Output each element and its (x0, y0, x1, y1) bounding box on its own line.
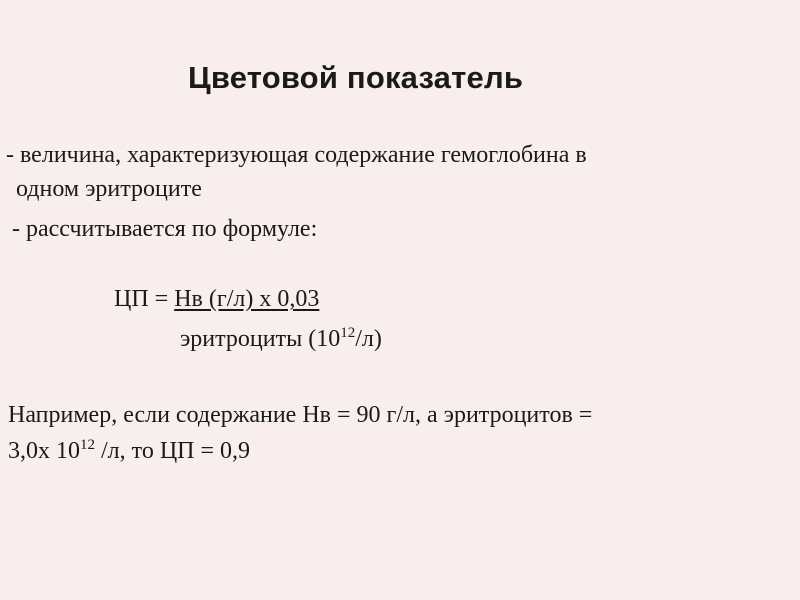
formula-lhs: ЦП = (114, 286, 175, 312)
example-line-1: Например, если содержание Нв = 90 г/л, а эритроцитов = (8, 402, 593, 428)
example-line2-suffix: /л, то ЦП = 0,9 (95, 438, 251, 464)
formula-denominator-prefix: эритроциты (10 (180, 326, 341, 352)
formula-intro: - рассчитывается по формуле: (12, 216, 318, 242)
formula-denominator-suffix: /л) (355, 326, 382, 352)
example-line-2 (8, 436, 250, 466)
formula-numerator: Нв (г/л) х 0,03 (174, 286, 320, 312)
slide-title: Цветовой показатель (188, 60, 524, 95)
example-line2-prefix: 3,0х 10 (8, 438, 80, 464)
formula-denominator-exponent: 12 (340, 325, 356, 341)
example-exponent: 12 (80, 437, 95, 453)
formula-denominator-line (180, 324, 382, 354)
definition-line-1: - величина, характеризующая содержание гемоглобина в (6, 142, 587, 168)
formula-numerator-line (114, 284, 319, 314)
definition-line-2: одном эритроците (16, 176, 202, 202)
